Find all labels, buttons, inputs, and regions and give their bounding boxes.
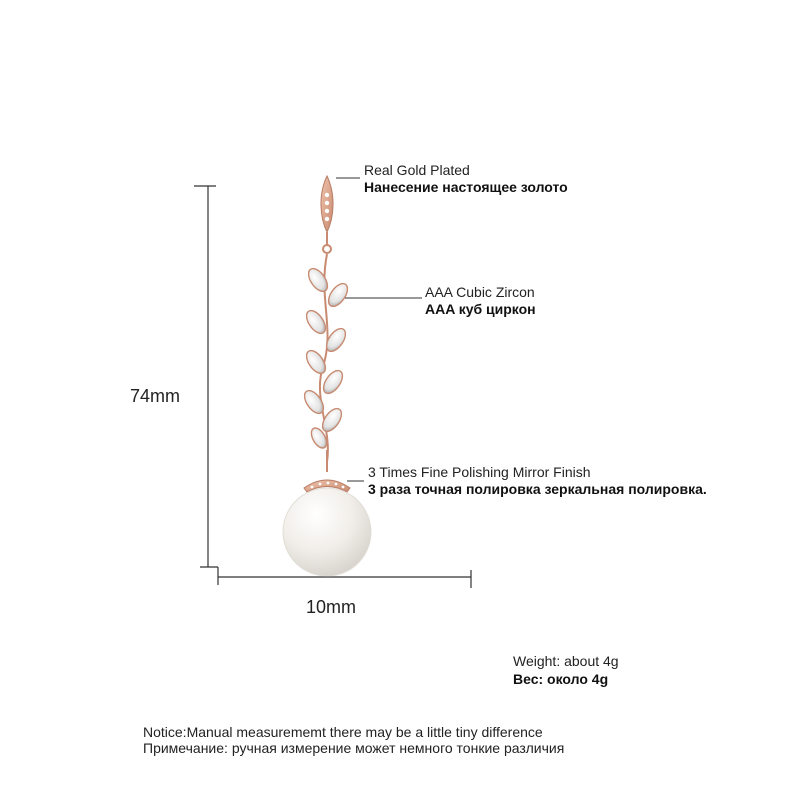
earring-hook [321,176,333,253]
cubic-zircon-label-ru: AAA куб циркон [425,301,536,317]
gold-plated-label-en: Real Gold Plated [364,162,470,178]
polish-label-en: 3 Times Fine Polishing Mirror Finish [368,464,591,480]
callout-lines [336,178,422,481]
weight-label-en: Weight: about 4g [513,653,619,669]
pearl [283,488,371,576]
height-dimension-line [194,186,218,567]
leaf-vine [301,254,351,472]
height-label: 74mm [130,386,181,406]
gold-plated-label-ru: Нанесение настоящее золото [364,179,568,195]
weight-label-ru: Вес: около 4g [513,671,609,687]
width-label: 10mm [306,597,357,617]
polish-label-ru: 3 раза точная полировка зеркальная полировка. [368,481,707,497]
notice-en: Notice:Manual measurememt there may be a little tiny difference [143,724,543,740]
cubic-zircon-label-en: AAA Cubic Zircon [425,284,535,300]
notice-ru: Примечание: ручная измерение может немного тонкие различия [143,740,565,756]
